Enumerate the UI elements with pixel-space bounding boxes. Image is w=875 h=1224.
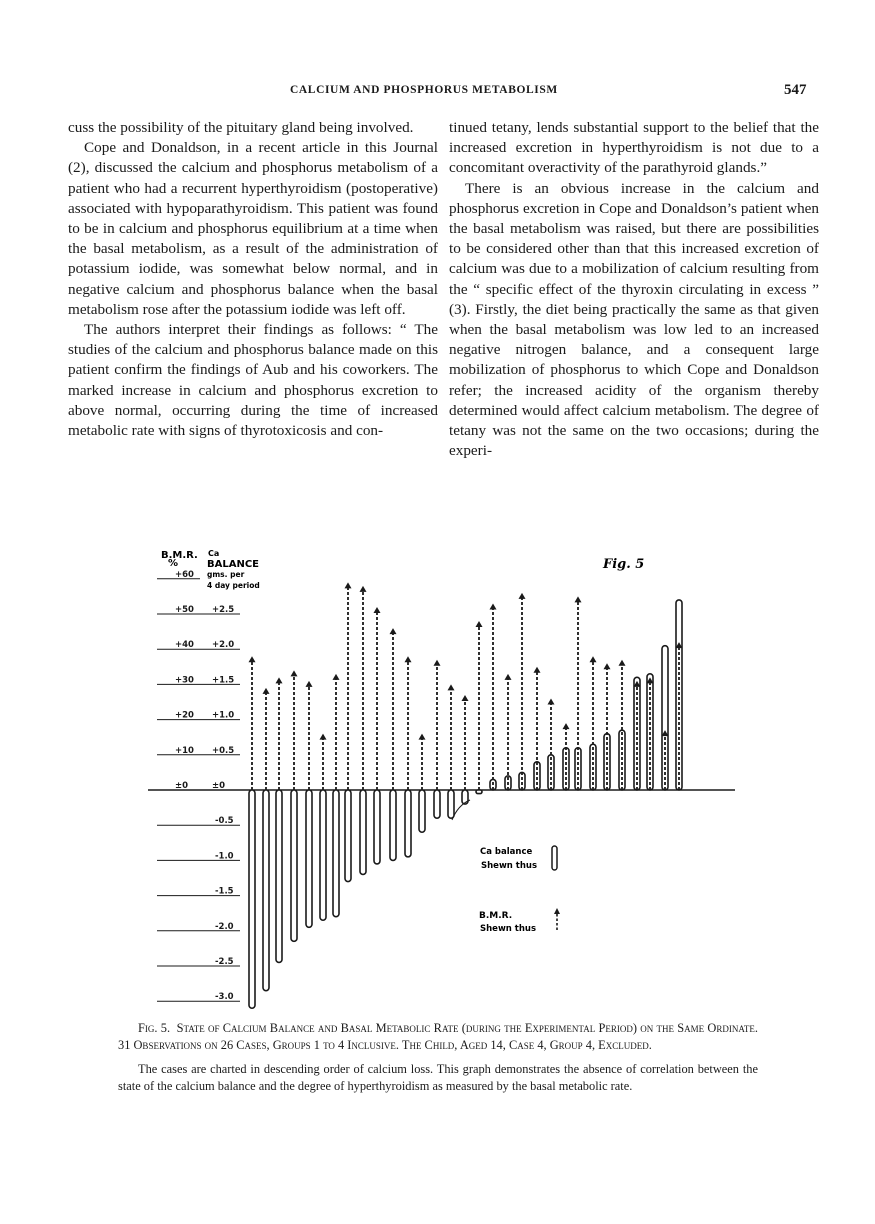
bmr-tick-label: +40 (175, 640, 194, 651)
paragraph: There is an obvious increase in the calcium and phosphorus excretion in Cope and Donaldson’s patient when the basal metabolism was raised, but there are possibilities to be considered other than that this increased excretion of calcium was due to a mobilization of calcium resulting from the “ specific effect of the thyroxin circulating in excess ” (3). Firstly, the diet being practically the same as that given when the basal metabolism was low led to an increased negative nitrogen balance, and a consequent large mobilization of phosphorus to which Cope and Donaldson refer; the increased acidity of the organism thereby determined would affect calcium metabolism. The degree of tetany was not the same on the two occasions; during the experi- (449, 179, 819, 460)
paragraph: The authors interpret their findings as follows: “ The studies of the calcium and phosphorus balance made on this patient confirm the findings of Aub and his coworkers. The marked increase in calcium and phosphorus excretion to above normal, occurring during the time of increased metabolic rate with signs of thyrotoxicosis and con- (68, 321, 438, 440)
bmr-arrow-head (345, 582, 352, 588)
bmr-arrow-head (619, 660, 626, 666)
bmr-arrow-head (448, 684, 455, 690)
ca-balance-bar (448, 790, 454, 818)
bmr-arrow-head (534, 667, 541, 673)
bmr-arrow-head (462, 695, 469, 701)
bmr-tick-label: +20 (175, 710, 194, 721)
ca-balance-bar (534, 762, 540, 790)
caption-note: The cases are charted in descending order of calcium loss. This graph demonstrates the absence of correlation between the state of the calcium balance and the degree of hyperthyroidism as measured by the basal metabolic rate. (118, 1062, 758, 1093)
paragraph: cuss the possibility of the pituitary gland being involved. (68, 119, 414, 136)
bmr-arrow-head (276, 677, 283, 683)
figure-label: Fig. 5 (603, 557, 645, 572)
bmr-arrow-head (306, 681, 313, 687)
ca-axis-title-4: 4 day period (207, 581, 260, 590)
bmr-arrow-head (263, 688, 270, 694)
ca-bmr-chart (0, 540, 875, 1020)
bmr-arrow-head (374, 607, 381, 613)
ca-axis-title-2: BALANCE (207, 559, 260, 570)
bmr-tick-label: +30 (175, 675, 194, 686)
caption-fig-number: Fig. 5. (138, 1021, 171, 1035)
ca-balance-bar (390, 790, 396, 860)
bmr-arrow-head (575, 596, 582, 602)
ca-balance-bar (320, 790, 326, 920)
legend-symbols (552, 846, 560, 932)
left-column (68, 118, 438, 441)
bmr-axis-title: B.M.R. (161, 550, 198, 561)
bmr-arrow-head (333, 674, 340, 680)
bmr-arrow-head (590, 656, 597, 662)
bmr-arrow-head (476, 621, 483, 627)
legend-arrow-head-icon (554, 908, 560, 914)
ca-axis-title-3: gms. per (207, 570, 245, 579)
legend-bmr-line1: B.M.R. (479, 911, 513, 921)
ca-balance-bar (374, 790, 380, 864)
legend-bmr-line2: Shewn thus (480, 924, 537, 934)
bmr-arrow-head (320, 734, 327, 740)
running-head (0, 82, 875, 104)
bmr-tick-label: ±0 (175, 781, 189, 791)
ca-balance-bar (333, 790, 339, 917)
ca-balance-bar (276, 790, 282, 962)
bmr-arrow-head (405, 656, 412, 662)
figure-caption (118, 1020, 758, 1095)
bmr-axis-percent: % (168, 558, 179, 569)
ca-balance-bar (249, 790, 255, 1008)
bmr-tick-label: +60 (175, 569, 194, 580)
ca-tick-label: -2.5 (215, 957, 234, 967)
ca-tick-label: -2.0 (215, 921, 234, 932)
ca-tick-label: -1.5 (215, 886, 234, 897)
right-column (449, 118, 819, 461)
ca-balance-bar (419, 790, 425, 832)
bmr-arrow-head (419, 734, 426, 740)
running-title: CALCIUM AND PHOSPHORUS METABOLISM (290, 84, 558, 96)
ca-tick-label: -1.0 (215, 851, 234, 862)
bmr-arrow-head (604, 663, 611, 669)
bmr-arrows (249, 582, 683, 820)
ca-tick-label: ±0 (212, 781, 226, 791)
ca-balance-bar (306, 790, 312, 927)
bmr-arrow-head (360, 586, 367, 592)
ca-balance-bar (263, 790, 269, 991)
ca-balance-bars (249, 600, 682, 1008)
ca-tick-label: +2.0 (212, 640, 235, 651)
ca-balance-bar (291, 790, 297, 941)
figure-5 (0, 540, 875, 1020)
bmr-arrow-head (490, 603, 497, 609)
legend-ca-line2: Shewn thus (481, 861, 538, 871)
ca-balance-bar (405, 790, 411, 857)
ca-tick-label: -3.0 (215, 992, 234, 1003)
ca-tick-label: +1.5 (212, 675, 235, 686)
bmr-tick-label: +10 (175, 745, 194, 756)
ca-balance-bar (360, 790, 366, 874)
bmr-arrow-head (291, 670, 298, 676)
bmr-arrow-head (505, 674, 512, 680)
ca-tick-label: -0.5 (215, 816, 234, 827)
bmr-arrow-head (548, 698, 555, 704)
bmr-arrow-head (434, 660, 441, 666)
bmr-arrow-head (519, 593, 526, 599)
ca-balance-bar (476, 790, 482, 794)
bmr-arrow-head (249, 656, 256, 662)
legend-ca-line1: Ca balance (480, 847, 533, 857)
bmr-arrow-head (563, 723, 570, 729)
ca-axis-title-1: Ca (208, 549, 220, 558)
paragraph: Cope and Donaldson, in a recent article in this Journal (2), discussed the calcium and phosphorus metabolism of a patient who had a recurrent hyperthyroidism (postoperative) associated with hypoparathyroidism. This patient was found to be in calcium and phosphorus equilibrium at a time when the basal metabolism, as a result of the administration of potassium iodide, was somewhat below normal, and in negative calcium and phosphorus balance when the basal metabolism rose after the potassium iodide was left off. (68, 139, 438, 318)
caption-title: State of Calcium Balance and Basal Metabolic Rate (during the Experimental Period) on the Same Ordinate. 31 Observations on 26 Cases, Groups 1 to 4 Inclusive. The Child, Aged 14, Case 4, Group 4, Excluded. (118, 1021, 758, 1052)
ca-balance-bar (345, 790, 351, 882)
paragraph: tinued tetany, lends substantial support to the belief that the increased excretion in hyperthyroidism is not due to a concomitant overactivity of the parathyroid glands.” (449, 119, 819, 177)
legend-open-bar-icon (552, 846, 557, 870)
ca-tick-label: +1.0 (212, 710, 235, 721)
ca-tick-label: +2.5 (212, 605, 235, 615)
ca-tick-label: +0.5 (212, 745, 235, 756)
bmr-tick-label: +50 (175, 605, 194, 615)
ca-balance-bar (434, 790, 440, 818)
bmr-arrow-head (390, 628, 397, 634)
page-number: 547 (784, 82, 807, 98)
